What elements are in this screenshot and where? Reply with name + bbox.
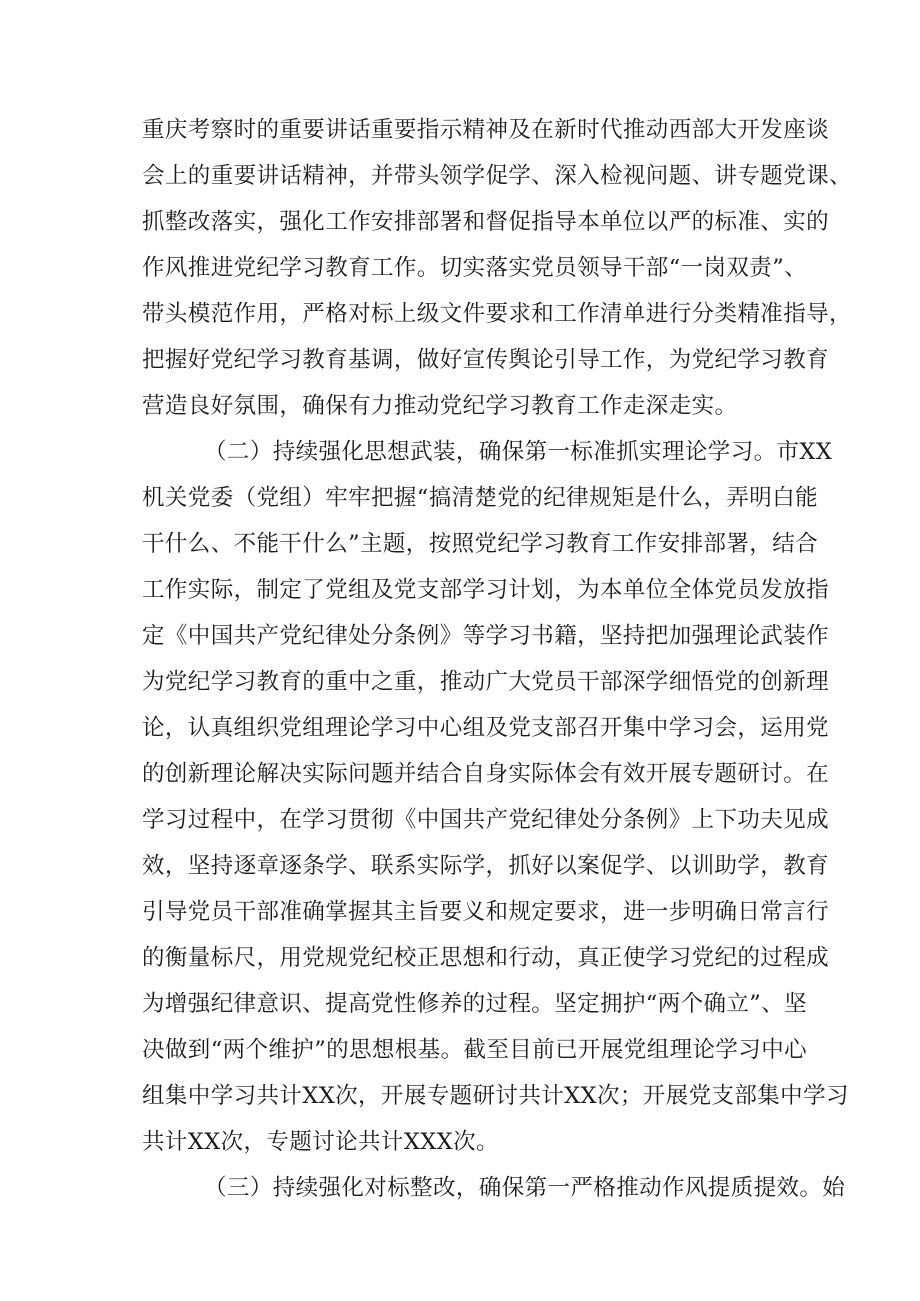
- text-line: 抓整改落实，强化工作安排部署和督促指导本单位以严的标准、实的: [142, 209, 830, 235]
- section-heading-line: （三）持续强化对标整改，确保第一严格推动作风提质提效。始: [204, 1175, 846, 1201]
- text-line: 带头模范作用，严格对标上级文件要求和工作清单进行分类精准指导，: [142, 301, 852, 327]
- text-line: 的衡量标尺，用党规党纪校正思想和行动，真正使学习党纪的过程成: [142, 945, 830, 971]
- text-line: 为党纪学习教育的重中之重，推动广大党员干部深学细悟党的创新理: [142, 669, 830, 695]
- text-line: 效，坚持逐章逐条学、联系实际学，抓好以案促学、以训助学，教育: [142, 853, 830, 879]
- text-line: 会上的重要讲话精神，并带头领学促学、深入检视问题、讲专题党课、: [142, 163, 852, 189]
- text-line: 干什么、不能干什么”主题，按照党纪学习教育工作安排部署，结合: [142, 531, 819, 557]
- text-line: 为增强纪律意识、提高党性修养的过程。坚定拥护“两个确立”、坚: [142, 991, 808, 1017]
- text-line: 机关党委（党组）牢牢把握“搞清楚党的纪律规矩是什么，弄明白能: [142, 485, 819, 511]
- text-line: 组集中学习共计XX次，开展专题研讨共计XX次；开展党支部集中学习: [142, 1083, 849, 1109]
- text-line: 引导党员干部准确掌握其主旨要义和规定要求，进一步明确日常言行: [142, 899, 830, 925]
- section-heading-line: （二）持续强化思想武装，确保第一标准抓实理论学习。市XX: [204, 439, 833, 465]
- text-line: 共计XX次，专题讨论共计XXX次。: [142, 1129, 499, 1155]
- text-line: 营造良好氛围，确保有力推动党纪学习教育工作走深走实。: [142, 393, 738, 419]
- text-line: 定《中国共产党纪律处分条例》等学习书籍，坚持把加强理论武装作: [142, 623, 830, 649]
- text-line: 工作实际，制定了党组及党支部学习计划，为本单位全体党员发放指: [142, 577, 830, 603]
- text-line: 作风推进党纪学习教育工作。切实落实党员领导干部“一岗双责”、: [142, 255, 808, 281]
- text-line: 决做到“两个维护”的思想根基。截至目前已开展党组理论学习中心: [142, 1037, 808, 1063]
- text-line: 重庆考察时的重要讲话重要指示精神及在新时代推动西部大开发座谈: [142, 117, 830, 143]
- text-line: 学习过程中，在学习贯彻《中国共产党纪律处分条例》上下功夫见成: [142, 807, 830, 833]
- text-line: 把握好党纪学习教育基调，做好宣传舆论引导工作，为党纪学习教育: [142, 347, 830, 373]
- text-line: 论，认真组织党组理论学习中心组及党支部召开集中学习会，运用党: [142, 715, 830, 741]
- text-line: 的创新理论解决实际问题并结合自身实际体会有效开展专题研讨。在: [142, 761, 830, 787]
